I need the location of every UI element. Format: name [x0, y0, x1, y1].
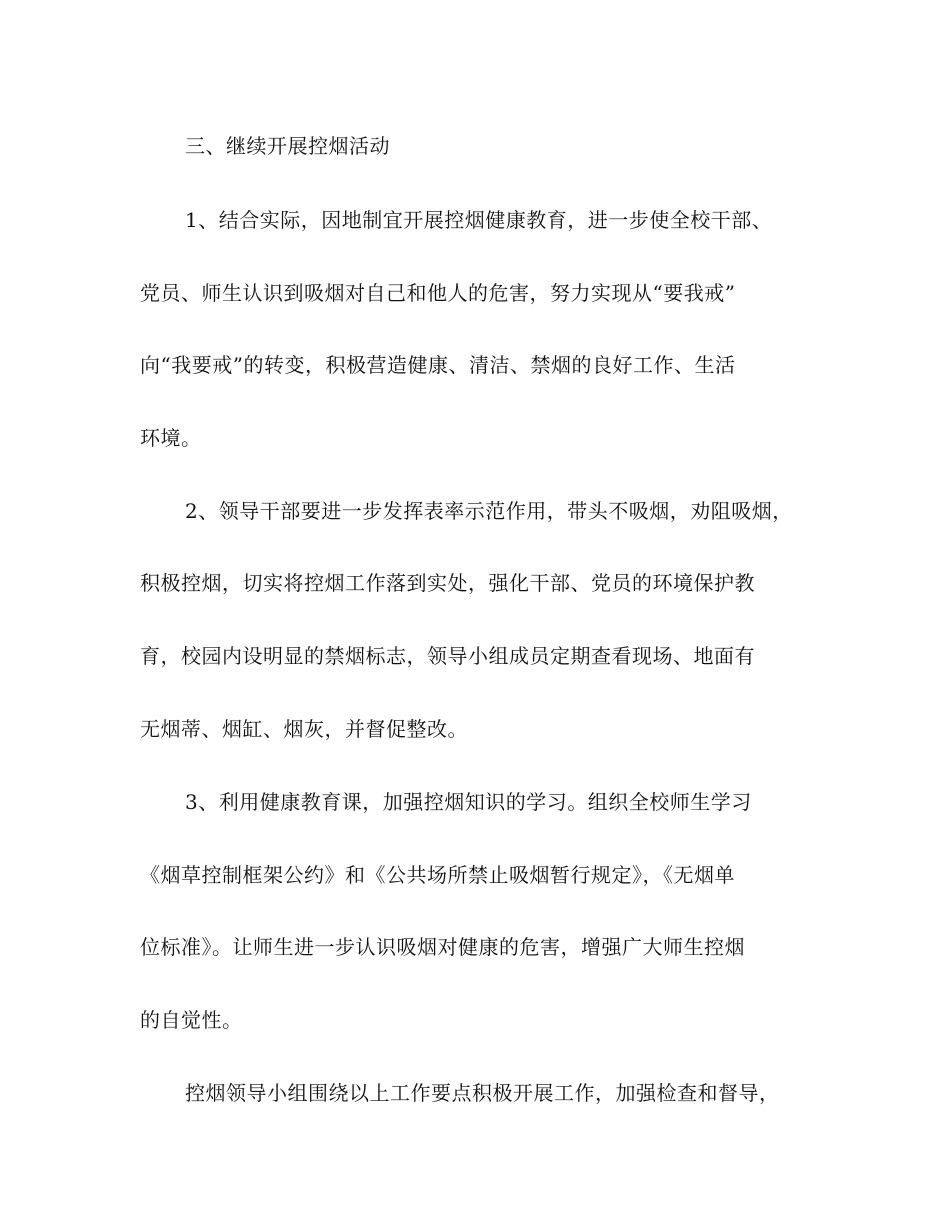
paragraph-1-line-2: 党员、师生认识到吸烟对自己和他人的危害，努力实现从“要我戒” [140, 281, 736, 305]
paragraph-3-line-2: 《烟草控制框架公约》和《公共场所禁止吸烟暂行规定》，《无烟单 [140, 863, 735, 887]
paragraph-4-line-1: 控烟领导小组围绕以上工作要点积极开展工作，加强检查和督导， [185, 1081, 780, 1105]
paragraph-3-line-1: 3、利用健康教育课，加强控烟知识的学习。组织全校师生学习 [185, 790, 752, 814]
paragraph-2-line-1: 2、领导干部要进一步发挥表率示范作用，带头不吸烟，劝阻吸烟， [185, 499, 793, 523]
paragraph-1-line-4: 环境。 [140, 426, 202, 450]
paragraph-1-line-1: 1、结合实际，因地制宜开展控烟健康教育，进一步使全校干部、 [185, 208, 773, 232]
paragraph-2-line-3: 育，校园内设明显的禁烟标志，领导小组成员定期查看现场、地面有 [140, 644, 755, 668]
paragraph-1-line-3: 向“我要戒”的转变，积极营造健康、清洁、禁烟的良好工作、生活 [140, 353, 736, 377]
paragraph-2-line-4: 无烟蒂、烟缸、烟灰，并督促整改。 [140, 717, 468, 741]
paragraph-3-line-3: 位标准》。让师生进一步认识吸烟对健康的危害，增强广大师生控烟 [140, 935, 745, 959]
paragraph-3-line-4: 的自觉性。 [140, 1008, 243, 1032]
section-heading: 三、继续开展控烟活动 [185, 134, 390, 158]
paragraph-2-line-2: 积极控烟，切实将控烟工作落到实处，强化干部、党员的环境保护教 [140, 571, 755, 595]
